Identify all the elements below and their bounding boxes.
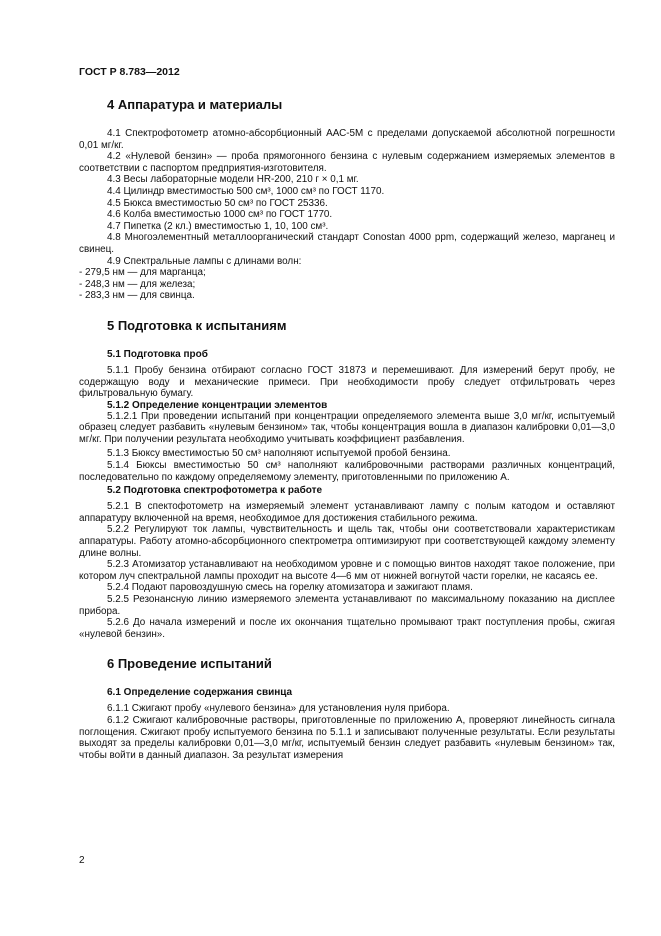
- paragraph: 4.8 Многоэлементный металлоорганический стандарт Conostan 4000 ppm, содержащий железо, марганец и свинец.: [79, 232, 615, 255]
- paragraph: 4.4 Цилиндр вместимостью 500 см³, 1000 см³ по ГОСТ 1170.: [107, 185, 385, 197]
- list-item: - 279,5 нм — для марганца;: [79, 267, 206, 279]
- paragraph: 6.1.2 Сжигают калибровочные растворы, приготовленные по приложению А, проверяют линейность сигнала поглощения. Сжигают пробу испытуемого бензина по 5.1.1 и записывают полученные результаты. Если результаты выходят за пределы калибровки 0,01—3,0 мг/кг, испытуемый бензин следует разбавить «нулевым бензином» так, чтобы войти в данный диапазон. За результат измерения: [79, 714, 615, 761]
- paragraph: 5.1.1 Пробу бензина отбирают согласно ГОСТ 31873 и перемешивают. Для измерений берут пробу, не содержащую воду и механические примеси. При необходимости пробу следует отфильтровать через фильтровальную бумагу.: [79, 364, 615, 400]
- paragraph: 5.2.3 Атомизатор устанавливают на необходимом уровне и с помощью винтов находят такое положение, при котором луч спектральной лампы проходит на высоте 4—6 мм от нижней вогнутой части горелки, не касаясь ее.: [79, 559, 615, 582]
- paragraph: 5.2.2 Регулируют ток лампы, чувствительность и щель так, чтобы они соответствовали характеристикам аппаратуры. Работу атомно-абсорбционного спектрометра оптимизируют при соответствующей каждому элементу длине волны.: [79, 524, 615, 559]
- subsection-5-2-title: 5.2 Подготовка спектрофотометра к работе: [107, 485, 323, 497]
- section-6-title: 6 Проведение испытаний: [107, 656, 272, 672]
- section-6-1-body: [79, 703, 615, 761]
- list-item: - 248,3 нм — для железа;: [79, 278, 196, 290]
- paragraph: 4.6 Колба вместимостью 1000 см³ по ГОСТ 1770.: [107, 209, 333, 221]
- paragraph: 5.1.4 Бюксы вместимостью 50 см³ наполняют калибровочными растворами различных концентраций, последовательно по каждому определяемому элементу, приготовленными по приложению А.: [79, 460, 615, 483]
- paragraph: 5.2.1 В спектофотометр на измеряемый элемент устанавливают лампу с полым катодом и оставляют аппаратуру включенной на время, необходимое для достижения стабильного режима.: [79, 501, 615, 524]
- paragraph: 5.2.6 До начала измерений и после их окончания тщательно промывают тракт поступления пробы, сжигая «нулевой бензин».: [79, 617, 615, 640]
- paragraph: 4.9 Спектральные лампы с длинами волн:: [107, 255, 302, 267]
- section-5-1-body: [79, 365, 615, 483]
- section-4-title: 4 Аппаратура и материалы: [107, 97, 283, 112]
- paragraph: 5.1.3 Бюксу вместимостью 50 см³ наполняют испытуемой пробой бензина.: [107, 448, 451, 460]
- paragraph: 4.5 Бюкса вместимостью 50 см³ по ГОСТ 25336.: [107, 197, 328, 209]
- paragraph: 4.7 Пипетка (2 кл.) вместимостью 1, 10, 100 см³.: [107, 220, 329, 232]
- paragraph: 4.1 Спектрофотометр атомно-абсорбционный ААС-5М с пределами допускаемой абсолютной погрешности 0,01 мг/кг.: [79, 128, 615, 151]
- section-4-body: [79, 128, 615, 302]
- paragraph: 5.2.4 Подают паровоздушную смесь на горелку атомизатора и зажигают пламя.: [107, 582, 473, 594]
- subsection-6-1-title: 6.1 Определение содержания свинца: [107, 687, 293, 699]
- page-content: [79, 90, 615, 761]
- paragraph: 4.2 «Нулевой бензин» — проба прямогонного бензина с нулевым содержанием измеряемых элементов в соответствии с паспортом предприятия-изготовителя.: [79, 151, 615, 174]
- page-number: 2: [79, 855, 85, 866]
- section-5-title: 5 Подготовка к испытаниям: [107, 317, 287, 333]
- paragraph: 5.1.2.1 При проведении испытаний при концентрации определяемого элемента выше 3,0 мг/кг, испытуемый образец следует разбавить «нулевым бензином» так, чтобы концентрация вошла в диапазон калибровки 0,01—3,0 мг/кг. При получении результата необходимо учитывать коэффициент разбавления.: [79, 410, 615, 445]
- paragraph: 4.3 Весы лабораторные модели HR-200, 210 г × 0,1 мг.: [107, 174, 359, 186]
- subsection-5-1-2-title: 5.1.2 Определение концентрации элементов: [107, 399, 328, 411]
- section-5-2-body: [79, 501, 615, 640]
- page-header: ГОСТ Р 8.783—2012: [79, 66, 180, 78]
- subsection-5-1-title: 5.1 Подготовка проб: [107, 348, 208, 360]
- paragraph: 5.2.5 Резонансную линию измеряемого элемента устанавливают по максимальному показанию на дисплее прибора.: [79, 594, 615, 617]
- list-item: - 283,3 нм — для свинца.: [79, 290, 195, 302]
- paragraph: 6.1.1 Сжигают пробу «нулевого бензина» для установления нуля прибора.: [107, 703, 450, 715]
